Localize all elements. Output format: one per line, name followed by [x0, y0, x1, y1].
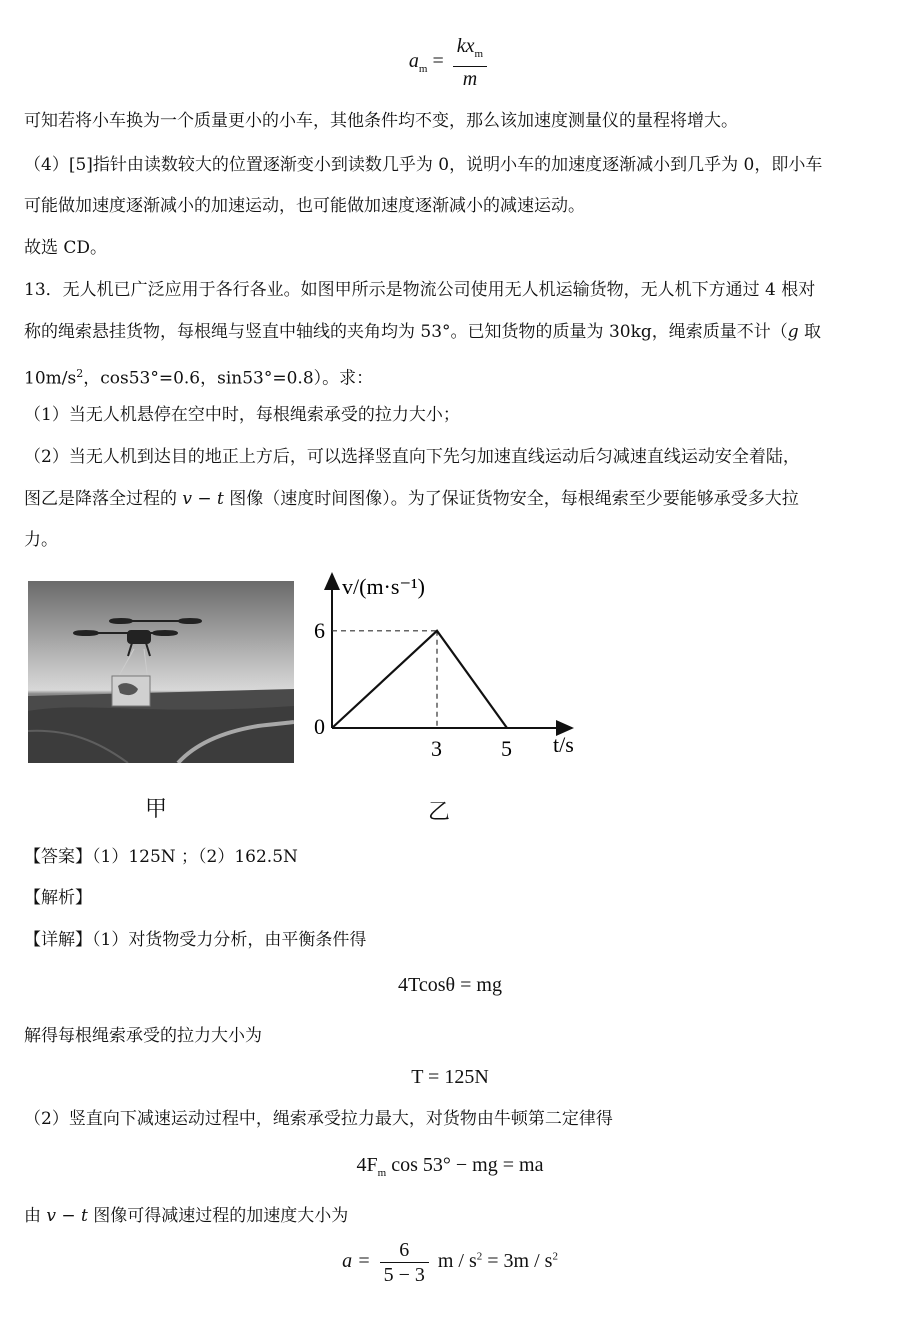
eq4-numerator: 6 [380, 1238, 429, 1263]
text-span: 图像可得减速过程的加速度大小为 [87, 1206, 349, 1226]
x-axis-label: t/s [553, 732, 574, 757]
formula-lhs: a [408, 50, 419, 73]
text-line [24, 362, 880, 391]
formula-lhs-sub: m [418, 63, 428, 76]
text-line [24, 487, 880, 511]
velocity-series-line [332, 631, 507, 728]
eq4-sup: 2 [552, 1250, 558, 1263]
text-span: ，cos53°=0.6，sin53°=0.8）。求： [83, 368, 374, 389]
text-line: （2）竖直向下减速运动过程中，绳索承受拉力最大，对货物由牛顿第二定律得 [24, 1109, 613, 1129]
text-span: 图乙是降落全过程的 [24, 489, 183, 509]
text-var: v − t [182, 489, 224, 509]
analysis-heading: 【解析】 [24, 888, 92, 908]
sub-question-1: （1）当无人机悬停在空中时，每根绳索承受的拉力大小； [24, 405, 460, 425]
text-span: 由 [24, 1206, 47, 1226]
formula-acceleration-max: $a_m$ = $\frac{kx_m}{m}$ [0, 34, 900, 90]
equation-tension: T = 125N [411, 1066, 489, 1088]
text-span: 10m/s [24, 368, 77, 389]
detail-line: 【详解】（1）对货物受力分析，由平衡条件得 [24, 930, 367, 950]
text-span: 图像（速度时间图像）。为了保证货物安全，每根绳索至少要能够承受多大拉 [223, 489, 799, 509]
y-tick-label: 0 [314, 714, 325, 739]
text-sup: 2 [76, 367, 84, 380]
eq4-lhs: a = [342, 1250, 371, 1273]
x-tick-label: 5 [501, 736, 512, 761]
caption-right: 乙 [428, 800, 451, 825]
vt-chart-svg [310, 566, 590, 776]
caption-left: 甲 [145, 797, 168, 822]
text-var: v − t [46, 1206, 88, 1226]
text-line: 可能做加速度逐渐减小的加速运动，也可能做加速度逐渐减小的减速运动。 [24, 196, 585, 216]
text-var: g [787, 322, 799, 342]
formula-numerator-sub: m [474, 48, 484, 60]
text-line: （4）[5]指针由读数较大的位置逐渐变小到读数几乎为 0，说明小车的加速度逐渐减小到几乎为 0，即小车 [24, 155, 823, 175]
text-span: 取 [798, 322, 822, 342]
equation-balance: 4Tcosθ = mg [398, 974, 502, 996]
equation-newton [0, 1153, 900, 1185]
eq3-part: cos 53° − mg = ma [386, 1154, 544, 1176]
text-span: 称的绳索悬挂货物，每根绳与竖直中轴线的夹角均为 53°。已知货物的质量为 30kg，绳索质量不计（ [24, 322, 788, 342]
vt-chart [310, 566, 590, 776]
text-line: 故选 CD。 [24, 238, 108, 258]
eq4-result: = 3m / s [482, 1250, 553, 1273]
x-tick-label: 3 [431, 736, 442, 761]
text-line: 可知若将小车换为一个质量更小的小车，其他条件均不变，那么该加速度测量仪的量程将增大。 [24, 111, 738, 131]
text-line [24, 320, 880, 344]
question-13-title: 13．无人机已广泛应用于各行各业。如图甲所示是物流公司使用无人机运输货物，无人机下方通过 4 根对 [24, 280, 816, 300]
eq4-denominator: 5 − 3 [383, 1264, 425, 1286]
formula-denominator: m [462, 68, 478, 90]
eq3-sub: m [377, 1167, 387, 1179]
text-line [24, 1204, 880, 1228]
eq4-fraction [380, 1238, 429, 1287]
eq4-sup: 2 [476, 1250, 483, 1263]
formula-numerator: kx [456, 35, 475, 57]
text-line: 力。 [24, 530, 58, 550]
formula-fraction [453, 34, 487, 91]
answer-line: 【答案】（1）125N ；（2）162.5N [24, 847, 298, 867]
equation-acceleration [0, 1238, 900, 1298]
drone-photo [28, 581, 294, 763]
text-line: 解得每根绳索承受的拉力大小为 [24, 1026, 262, 1046]
eq4-unit: m / s [437, 1250, 477, 1273]
y-axis-label: v/(m·s⁻¹) [342, 574, 425, 599]
y-tick-label: 6 [314, 617, 325, 643]
sub-question-2: （2）当无人机到达目的地正上方后，可以选择竖直向下先匀加速直线运动后匀减速直线运动安全着陆， [24, 447, 800, 467]
eq3-part: 4F [356, 1154, 378, 1176]
